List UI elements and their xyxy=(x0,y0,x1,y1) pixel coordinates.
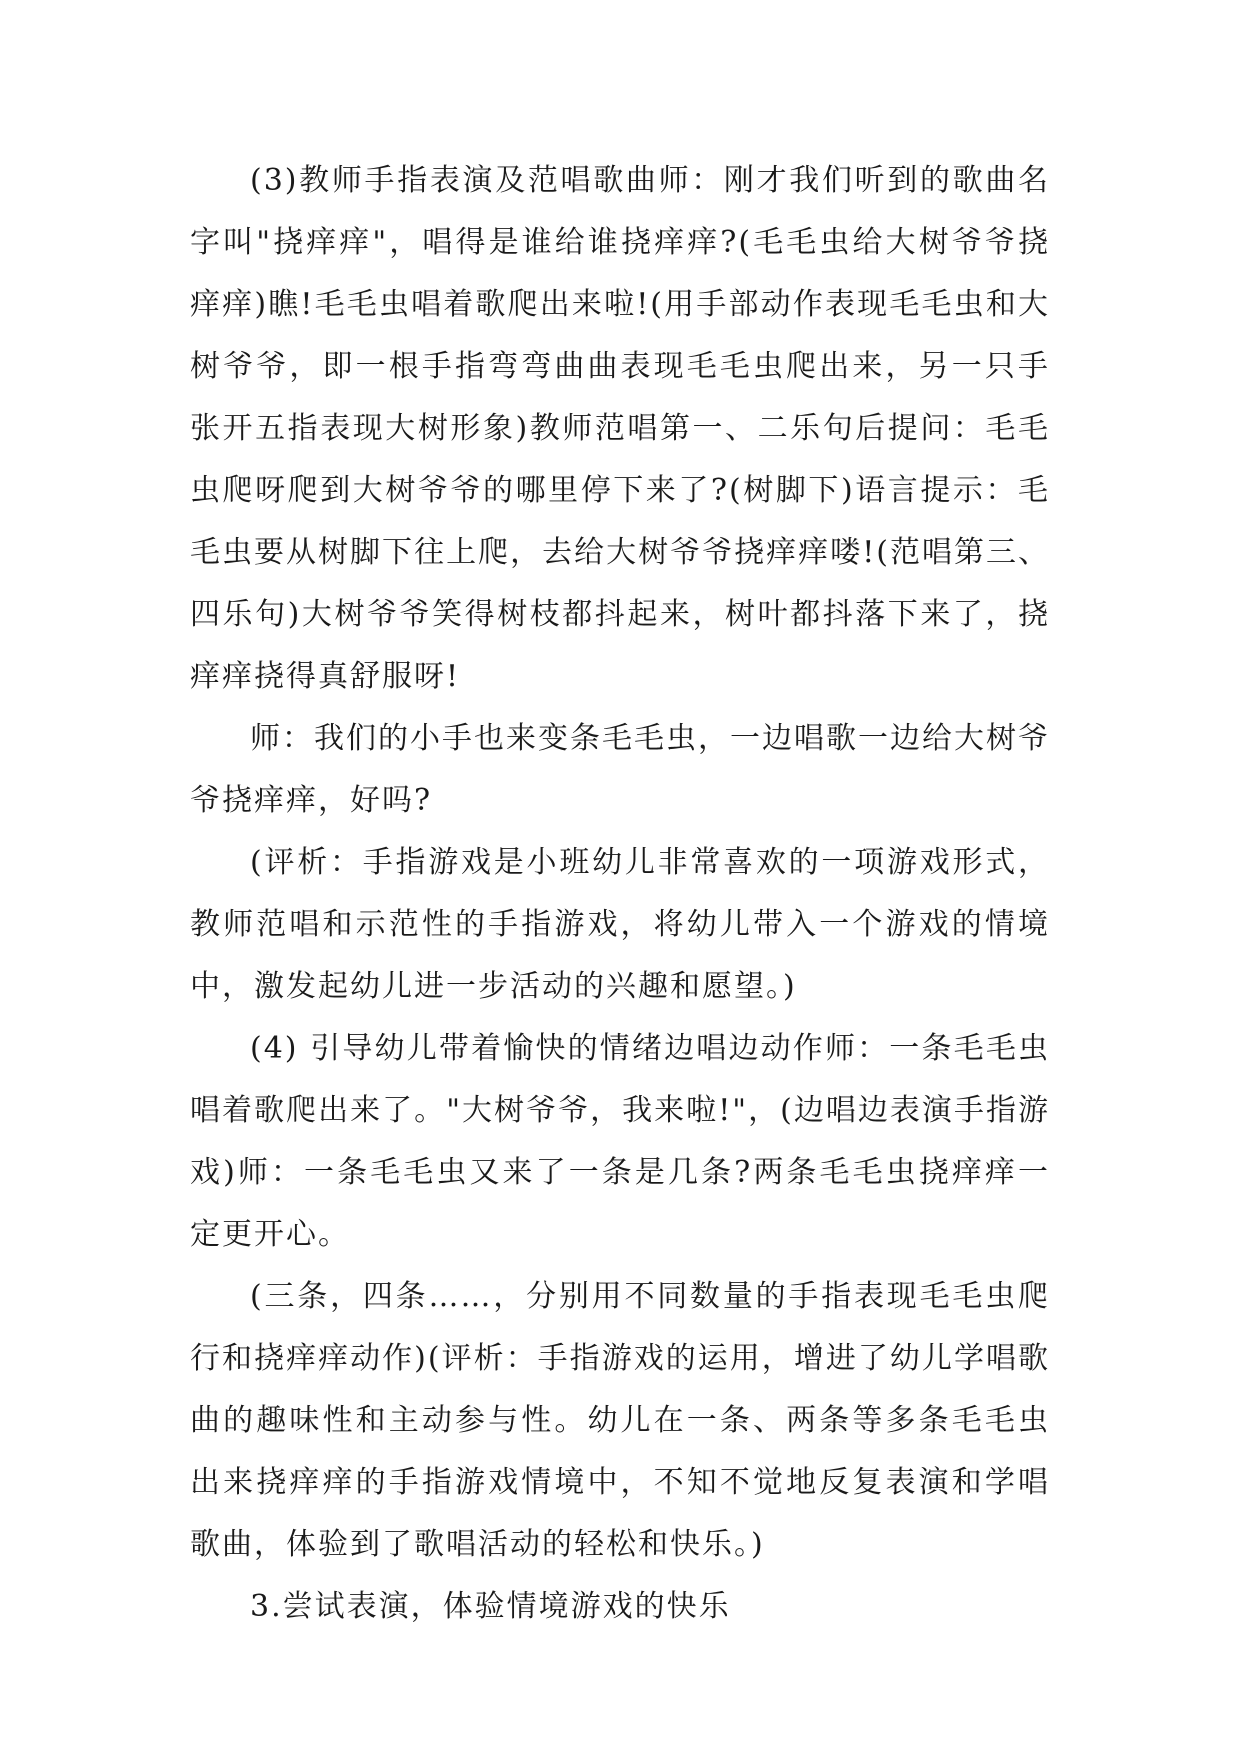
paragraph-teacher-prompt: 师：我们的小手也来变条毛毛虫，一边唱歌一边给大树爷爷挠痒痒，好吗? xyxy=(190,721,1050,818)
paragraph-step-3: (3)教师手指表演及范唱歌曲师：刚才我们听到的歌曲名字叫"挠痒痒"，唱得是谁给谁挠痒痒?(毛毛虫给大树爷爷挠痒痒)瞧!毛毛虫唱着歌爬出来啦!(用手部动作表现毛毛虫和大树爷爷，即一根手指弯弯曲曲表现毛毛虫爬出来，另一只手张开五指表现大树形象)教师范唱第一、二乐句后提问：毛毛虫爬呀爬到大树爷爷的哪里停下来了?(树脚下)语言提示：毛毛虫要从树脚下往上爬，去给大树爷爷挠痒痒喽!(范唱第三、四乐句)大树爷爷笑得树枝都抖起来，树叶都抖落下来了，挠痒痒挠得真舒服呀! xyxy=(190,163,1050,694)
document-body xyxy=(190,150,1050,1638)
paragraph-analysis-1: (评析：手指游戏是小班幼儿非常喜欢的一项游戏形式，教师范唱和示范性的手指游戏，将幼儿带入一个游戏的情境中，激发起幼儿进一步活动的兴趣和愿望。) xyxy=(190,845,1050,1004)
section-heading-3: 3.尝试表演，体验情境游戏的快乐 xyxy=(250,1589,731,1624)
paragraph-analysis-2: (三条，四条……，分别用不同数量的手指表现毛毛虫爬行和挠痒痒动作)(评析：手指游戏的运用，增进了幼儿学唱歌曲的趣味性和主动参与性。幼儿在一条、两条等多条毛毛虫出来挠痒痒的手指游戏情境中，不知不觉地反复表演和学唱歌曲，体验到了歌唱活动的轻松和快乐。) xyxy=(190,1279,1050,1562)
paragraph-step-4: (4) 引导幼儿带着愉快的情绪边唱边动作师：一条毛毛虫唱着歌爬出来了。"大树爷爷，我来啦!"，(边唱边表演手指游戏)师：一条毛毛虫又来了一条是几条?两条毛毛虫挠痒痒一定更开心。 xyxy=(190,1031,1050,1252)
